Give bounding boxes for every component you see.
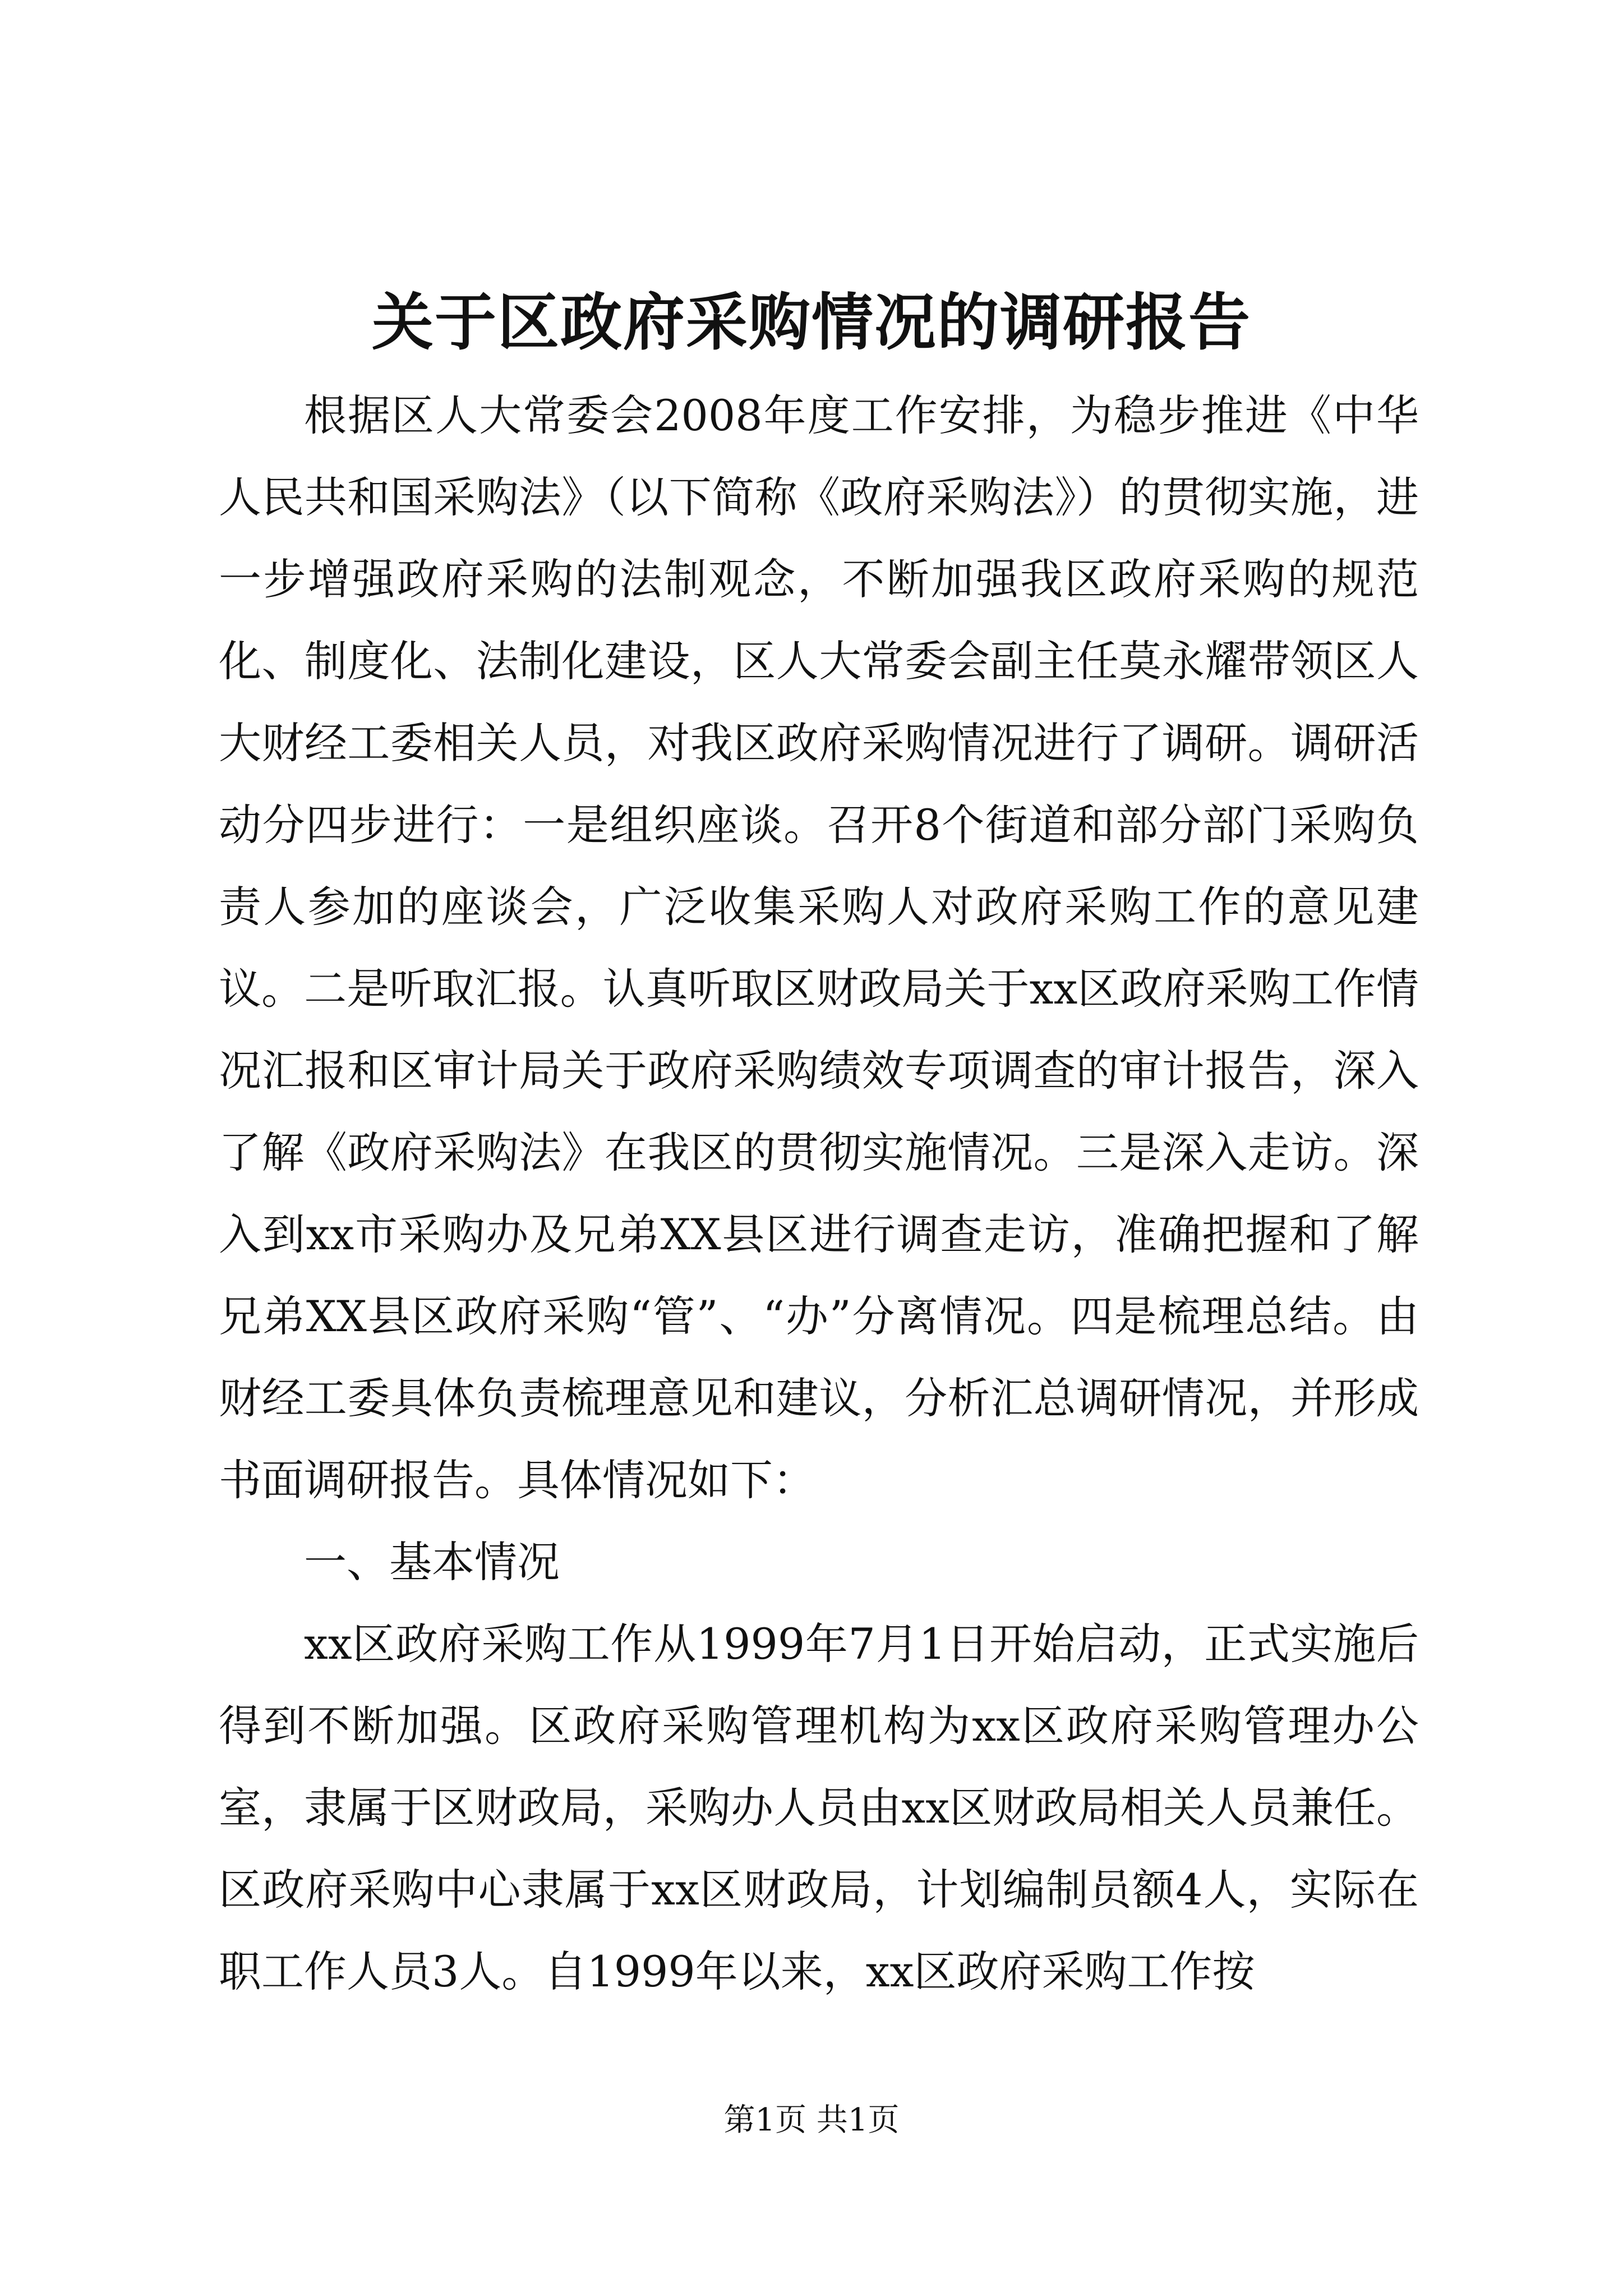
page-footer: 第1页 共1页 [723, 2102, 900, 2138]
document-title: 关于区政府采购情况的调研报告 [372, 286, 1251, 358]
document-body [219, 375, 1419, 2013]
intro-paragraph: 根据区人大常委会2008年度工作安排，为稳步推进《中华人民共和国采购法》（以下简称《政府采购法》）的贯彻实施，进一步增强政府采购的法制观念，不断加强我区政府采购的规范化、制度化、法制化建设，区人大常委会副主任莫永耀带领区人大财经工委相关人员，对我区政府采购情况进行了调研。调研活动分四步进行：一是组织座谈。召开8个街道和部分部门采购负责人参加的座谈会，广泛收集采购人对政府采购工作的意见建议。二是听取汇报。认真听取区财政局关于xx区政府采购工作情况汇报和区审计局关于政府采购绩效专项调查的审计报告，深入了解《政府采购法》在我区的贯彻实施情况。三是深入走访。深入到xx市采购办及兄弟XX县区进行调查走访，准确把握和了解兄弟XX县区政府采购“管”、“办”分离情况。四是梳理总结。由财经工委具体负责梳理意见和建议，分析汇总调研情况，并形成书面调研报告。具体情况如下： [219, 390, 1419, 1505]
basic-situation-paragraph: xx区政府采购工作从1999年7月1日开始启动，正式实施后得到不断加强。区政府采购管理机构为xx区政府采购管理办公室，隶属于区财政局，采购办人员由xx区财政局相关人员兼任。区政府采购中心隶属于xx区财政局，计划编制员额4人，实际在职工作人员3人。自1999年以来，xx区政府采购工作按 [219, 1619, 1419, 1996]
section-heading-basic-situation: 一、基本情况 [304, 1537, 560, 1587]
